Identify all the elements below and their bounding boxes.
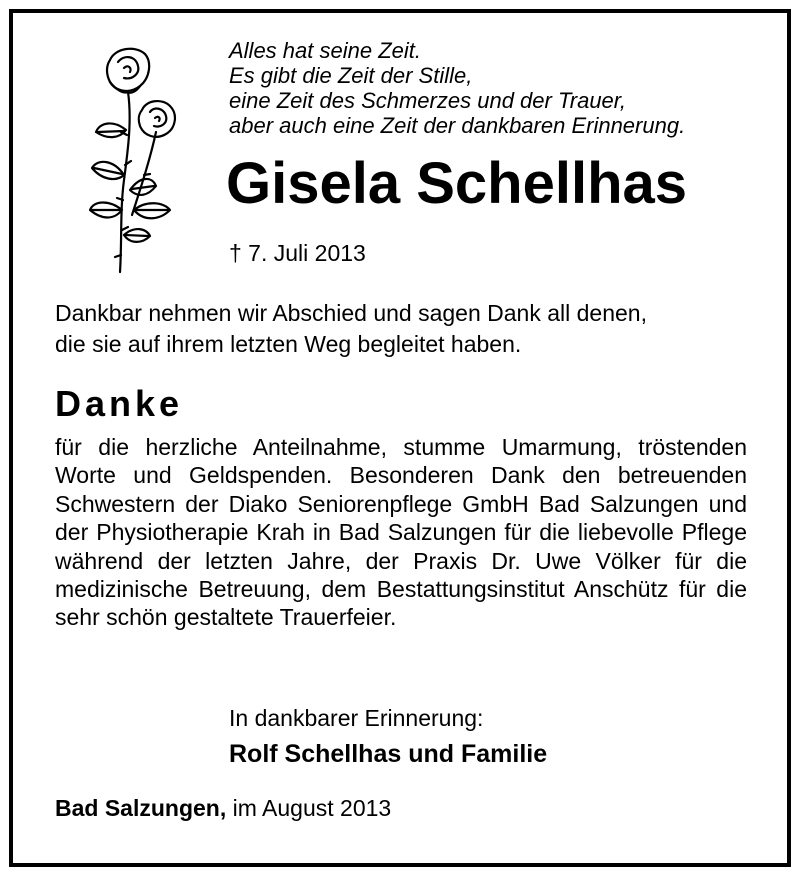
place-date-line	[55, 795, 391, 822]
quote-line: Es gibt die Zeit der Stille,	[229, 63, 473, 88]
quote-line: aber auch eine Zeit der dankbaren Erinnerung.	[229, 113, 686, 138]
deceased-name: Gisela Schellhas	[226, 151, 688, 216]
date: im August 2013	[232, 795, 392, 821]
quote-line: Alles hat seine Zeit.	[229, 38, 421, 63]
family-signature: Rolf Schellhas und Familie	[229, 740, 548, 768]
rose-icon	[80, 40, 200, 275]
death-date: † 7. Juli 2013	[229, 240, 366, 266]
danke-heading: Danke	[55, 383, 184, 424]
danke-body: für die herzliche Anteilnahme, stumme Umarmung, tröstenden Worte und Geldspenden. Besonderen Dank den betreuenden Schwestern der Diako Seniorenpflege GmbH Bad Salzungen und der Physiotherapie Krah in Bad Salzungen für die liebevolle Pflege während der letzten Jahre, der Praxis Dr. Uwe Völker für die medizinische Betreuung, dem Bestattungsinstitut Anschütz für die sehr schön gestaltete Trauerfeier.	[55, 434, 747, 631]
thanks-line: die sie auf ihrem letzten Weg begleitet haben.	[55, 331, 522, 357]
quote-line: eine Zeit des Schmerzes und der Trauer,	[229, 88, 627, 113]
thanks-line: Dankbar nehmen wir Abschied und sagen Dank all denen,	[55, 300, 647, 326]
memory-line: In dankbarer Erinnerung:	[229, 705, 484, 731]
thanks-paragraph	[55, 298, 647, 360]
quote	[229, 38, 685, 138]
place: Bad Salzungen,	[55, 795, 227, 821]
